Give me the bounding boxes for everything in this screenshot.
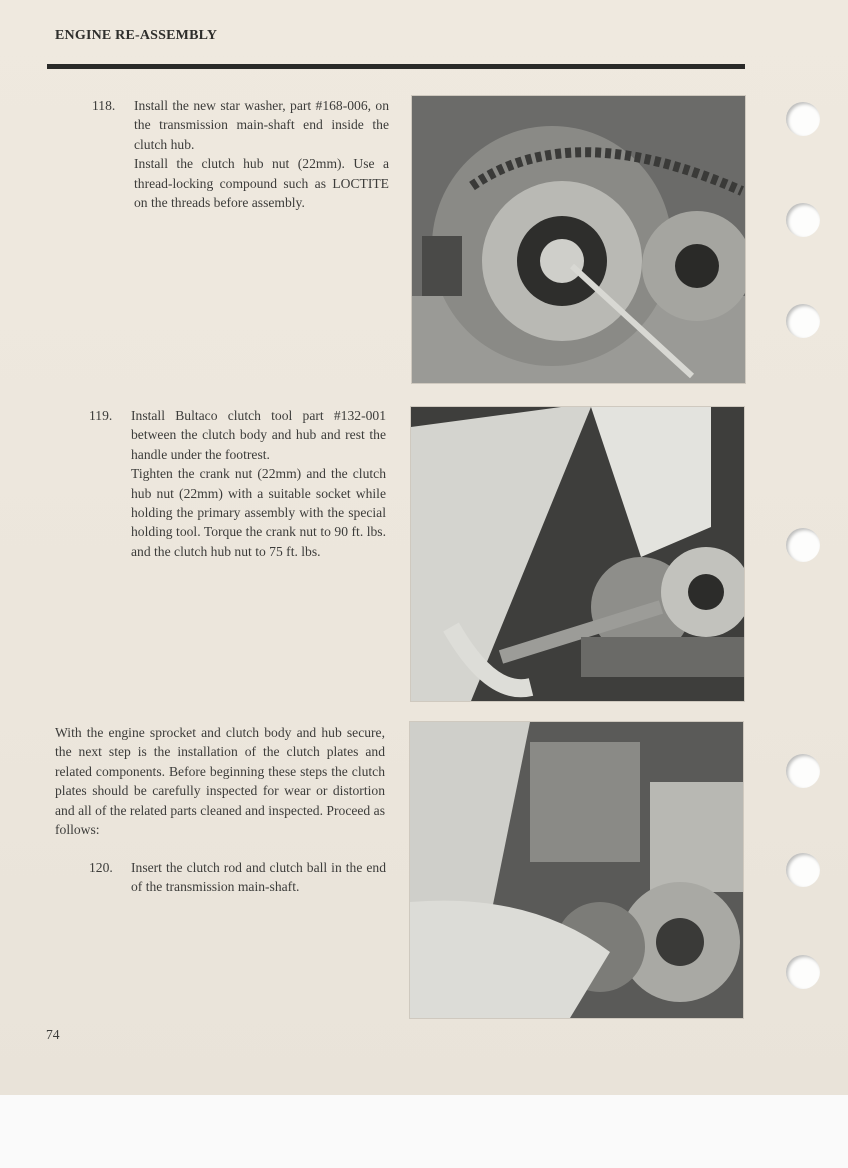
binder-hole	[786, 955, 820, 989]
step-paragraph: Install Bultaco clutch tool part #132-001 between the clutch body and hub and rest the handle under the footrest.	[131, 408, 386, 462]
binder-hole	[786, 203, 820, 237]
header-rule	[47, 64, 745, 69]
photo-clutch-tool	[410, 406, 745, 702]
intro-text: With the engine sprocket and clutch body and hub secure, the next step is the installation of the clutch plates and related components. Before beginning these steps the clutch plates should be carefully inspected for wear or distortion and all of the related parts cleaned and inspected. Proceed as follows:	[55, 725, 385, 838]
photo-clutch-hub	[411, 95, 746, 384]
step-number: 118.	[92, 98, 116, 113]
step-paragraph: Install the clutch hub nut (22mm). Use a thread-locking compound such as LOCTITE on the threads before assembly.	[134, 156, 389, 211]
step-paragraph: Tighten the crank nut (22mm) and the clutch hub nut (22mm) with a suitable socket while holding the primary assembly with the special holding tool. Torque the crank nut to 90 ft. lbs. and the clutch hub nut to 75 ft. lbs.	[131, 466, 386, 559]
section-title: ENGINE RE-ASSEMBLY	[55, 28, 218, 43]
binder-hole	[786, 102, 820, 136]
binder-hole	[786, 853, 820, 887]
photo-clutch-rod	[409, 721, 744, 1019]
step-paragraph: Install the new star washer, part #168-006, on the transmission main-shaft end inside the clutch hub.	[134, 98, 389, 152]
step-119	[89, 406, 386, 626]
binder-hole	[786, 304, 820, 338]
step-118	[92, 96, 389, 236]
step-120	[89, 858, 386, 918]
scan-background	[0, 1095, 848, 1168]
intro-paragraph	[55, 723, 385, 839]
binder-hole	[786, 754, 820, 788]
binder-hole	[786, 528, 820, 562]
page-number: 74	[46, 1027, 60, 1042]
step-number: 119.	[89, 408, 113, 423]
step-paragraph: Insert the clutch rod and clutch ball in the end of the transmission main-shaft.	[131, 860, 386, 895]
step-number: 120.	[89, 860, 113, 875]
